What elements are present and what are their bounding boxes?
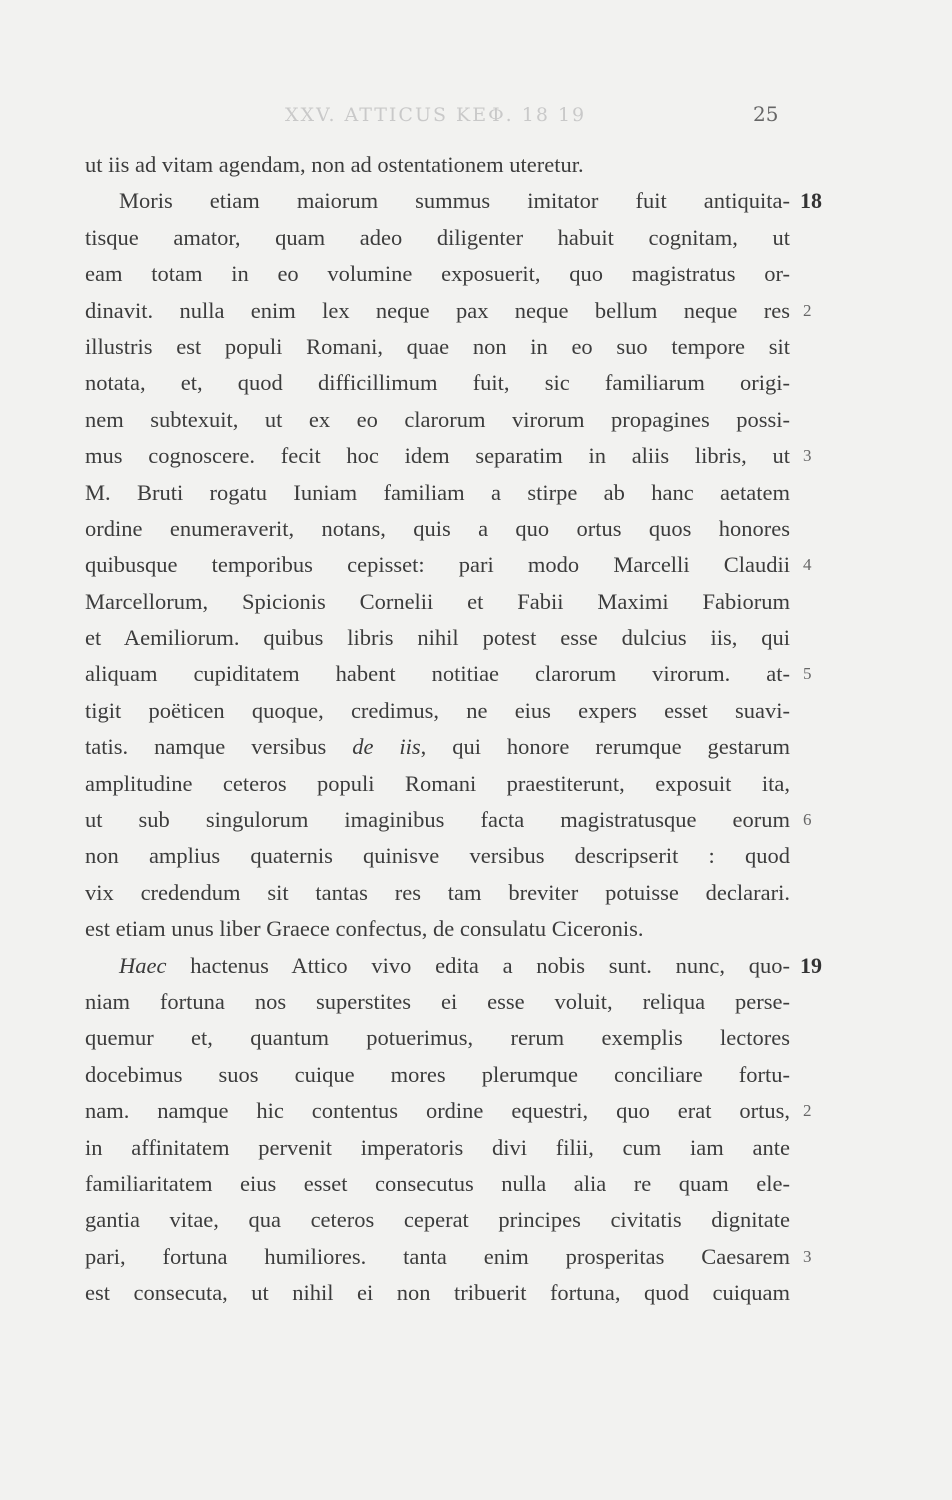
margin-number [800,693,840,729]
text-line: Marcellorum, Spicionis Cornelii et Fabii Maximi Fabiorum [85,588,790,614]
text-line: tigit poëticen quoque, credimus, ne eius expers esset suavi- [85,697,790,723]
text-line: nem subtexuit, ut ex eo clarorum virorum propagines possi- [85,406,790,432]
page-number: 25 [753,102,779,126]
text-line: notata, et, quod difficillimum fuit, sic familiarum origi- [85,370,790,396]
text-line: illustris est populi Romani, quae non in eo suo tempore sit [85,333,790,359]
text-line: ut iis ad vitam agendam, non ad ostentationem uteretur. [85,152,584,177]
margin-number [800,911,840,947]
text-line: Moris etiam maiorum summus imitator fuit antiquita- [119,188,790,214]
text-line: tisque amator, quam adeo diligenter habuit cognitam, ut [85,224,790,250]
text-line: Haec hactenus Attico vivo edita a nobis sunt. nunc, quo- [119,952,790,978]
margin-number [800,766,840,802]
text-line: familiaritatem eius esset consecutus nulla alia re quam ele- [85,1170,790,1196]
margin-number: 6 [803,810,812,830]
margin-number [800,475,840,511]
text-line: pari, fortuna humiliores. tanta enim prosperitas Caesarem [85,1243,790,1269]
main-text [85,147,790,1312]
margin-number: 4 [803,555,812,575]
running-head: XXV. ATTICUS ΚΕΦ. 18 19 [285,104,587,126]
text-line: in affinitatem pervenit imperatoris divi filii, cum iam ante [85,1134,790,1160]
margin-number [800,365,840,401]
margin-number [800,147,840,183]
text-line: ordine enumeraverit, notans, quis a quo ortus quos honores [85,515,790,541]
text-line: nam. namque hic contentus ordine equestri, quo erat ortus, [85,1098,790,1124]
margin-number [800,729,840,765]
margin-number [800,984,840,1020]
margin-number [800,256,840,292]
margin-number [800,402,840,438]
margin-number [800,329,840,365]
margin-number: 3 [803,446,812,466]
margin-number: 18 [800,188,822,214]
margin-number [800,1275,840,1311]
text-line: quemur et, quantum potuerimus, rerum exemplis lectores [85,1025,790,1051]
margin-number [800,511,840,547]
text-line: niam fortuna nos superstites ei esse voluit, reliqua perse- [85,988,790,1014]
margin-number [800,1020,840,1056]
text-line: non amplius quaternis quinisve versibus descripserit : quod [85,843,790,869]
text-line: est consecuta, ut nihil ei non tribuerit fortuna, quod cuiquam [85,1280,790,1306]
margin-number [800,620,840,656]
text-line: est etiam unus liber Graece confectus, de consulatu Ciceronis. [85,916,644,942]
text-line: et Aemiliorum. quibus libris nihil potest esse dulcius iis, qui [85,625,790,651]
margin-number [800,838,840,874]
margin-number: 2 [803,300,812,320]
text-line: tatis. namque versibus de iis, qui honore rerumque gestarum [85,734,791,760]
margin-number: 3 [803,1246,812,1266]
margin-number [800,1130,840,1166]
margin-number [800,584,840,620]
margin-number [800,1166,840,1202]
text-line: vix credendum sit tantas res tam breviter potuisse declarari. [85,879,790,905]
text-line: gantia vitae, qua ceteros ceperat principes civitatis dignitate [85,1207,790,1233]
text-line: mus cognoscere. fecit hoc idem separatim in aliis libris, ut [85,443,790,469]
margin-number [800,220,840,256]
text-line: M. Bruti rogatu Iuniam familiam a stirpe ab hanc aetatem [85,479,790,505]
text-line: docebimus suos cuique mores plerumque conciliare fortu- [85,1061,790,1087]
margin-number [800,1202,840,1238]
text-line: aliquam cupiditatem habent notitiae clarorum virorum. at- [85,661,790,687]
text-line: dinavit. nulla enim lex neque pax neque bellum neque res [85,297,790,323]
margin-number [800,1057,840,1093]
margin-number: 5 [803,664,812,684]
text-line: amplitudine ceteros populi Romani praestiterunt, exposuit ita, [85,770,790,796]
text-line: quibusque temporibus cepisset: pari modo Marcelli Claudii [85,552,790,578]
margin-section-numbers [800,147,840,1312]
text-line: ut sub singulorum imaginibus facta magistratusque eorum [85,807,790,833]
margin-number [800,875,840,911]
text-line: eam totam in eo volumine exposuerit, quo magistratus or- [85,261,790,287]
margin-number: 19 [800,952,822,978]
margin-number: 2 [803,1101,812,1121]
